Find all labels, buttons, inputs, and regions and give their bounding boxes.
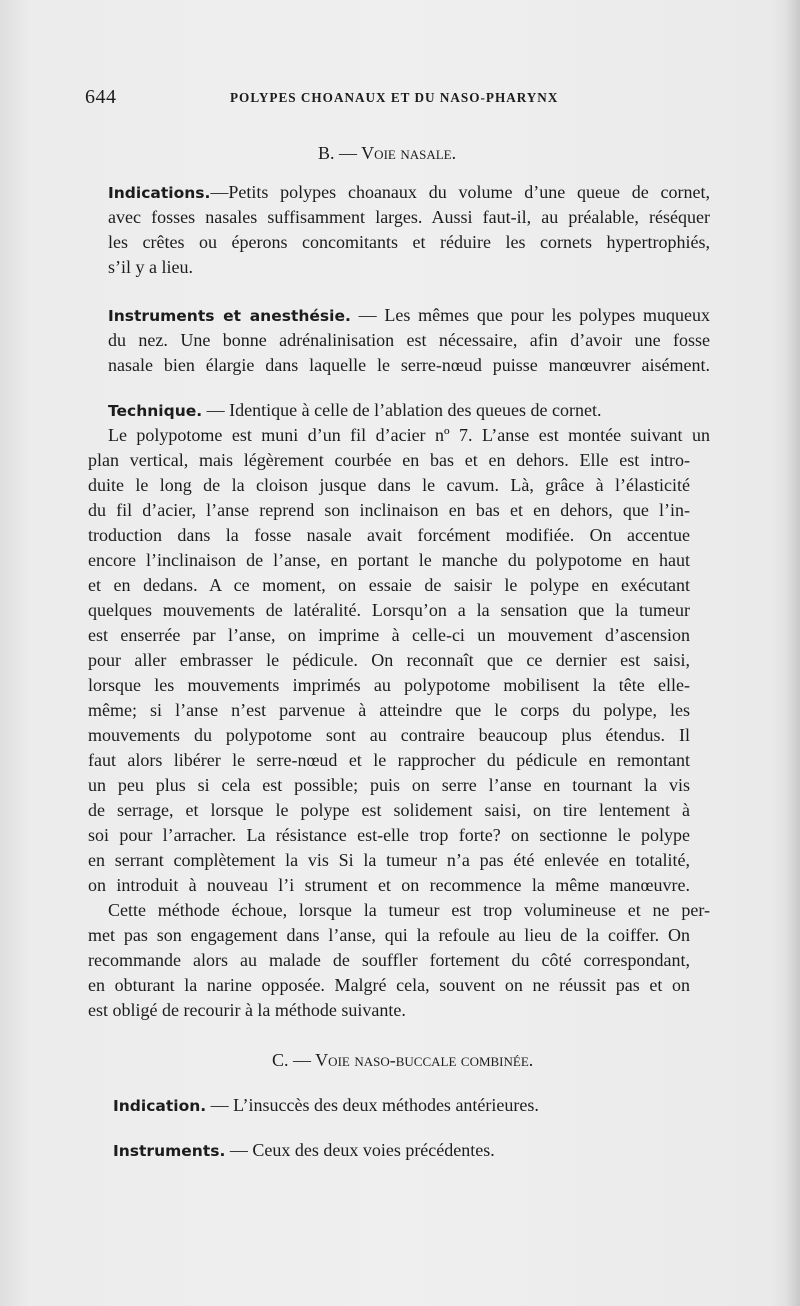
instruments-line-1: Instruments et anesthésie. — Les mêmes que pour les polypes muqueux (108, 305, 710, 325)
indications-line-2: avec fosses nasales suffisamment larges. Aussi faut-il, au préalable, réséquer (108, 207, 710, 227)
indication-label: Indication. (113, 1097, 207, 1115)
technique-line-25: est obligé de recourir à la méthode suivante. (88, 1000, 406, 1020)
technique-line-5: du fil d’acier, l’anse reprend son inclinaison en bas et en dehors, que l’in- (88, 500, 690, 520)
technique-line-10: est enserrée par l’anse, on imprime à celle-ci un mouvement d’ascension (88, 625, 690, 645)
page-gutter-shadow (786, 0, 800, 1306)
technique-line-24: en obturant la narine opposée. Malgré cela, souvent on ne réussit pas et on (88, 975, 690, 995)
indications-label: Indications. (108, 184, 211, 202)
technique-line-2: Le polypotome est muni d’un fil d’acier nº 7. L’anse est montée suivant un (108, 425, 710, 445)
section-title-c: C. — Voie naso-buccale combinée. (272, 1050, 534, 1070)
technique-line-18: soi pour l’arracher. La résistance est-elle trop forte? on sectionne le polype (88, 825, 690, 845)
technique-line-4: duite le long de la cloison jusque dans le cavum. Là, grâce à l’élasticité (88, 475, 690, 495)
instruments-c-line: Instruments. — Ceux des deux voies précédentes. (113, 1140, 495, 1160)
technique-line-13: même; si l’anse n’est parvenue à atteindre que le corps du polype, les (88, 700, 690, 720)
indication-line: Indication. — L’insuccès des deux méthodes antérieures. (113, 1095, 539, 1115)
technique-line-9: quelques mouvements de latéralité. Lorsqu’on a la sensation que la tumeur (88, 600, 690, 620)
section-title-b: B. — Voie nasale. (318, 143, 457, 163)
technique-line-20: on introduit à nouveau l’i strument et on recommence la même manœuvre. (88, 875, 690, 895)
indications-line-3: les crêtes ou éperons concomitants et réduire les cornets hypertrophiés, (108, 232, 710, 252)
instruments-line-2: du nez. Une bonne adrénalinisation est nécessaire, afin d’avoir une fosse (108, 330, 710, 350)
technique-line-22: met pas son engagement dans l’anse, qui la refoule au lieu de la coiffer. On (88, 925, 690, 945)
technique-label: Technique. (108, 402, 203, 420)
technique-line-21: Cette méthode échoue, lorsque la tumeur est trop volumineuse et ne per- (108, 900, 710, 920)
technique-line-8: et en dedans. A ce moment, on essaie de saisir le polype en exécutant (88, 575, 690, 595)
technique-line-19: en serrant complètement la vis Si la tumeur n’a pas été enlevée en totalité, (88, 850, 690, 870)
technique-line-6: troduction dans la fosse nasale avait forcément modifiée. On accentue (88, 525, 690, 545)
instruments-line-3: nasale bien élargie dans laquelle le serre-nœud puisse manœuvrer aisément. (108, 355, 710, 375)
technique-line-15: faut alors libérer le serre-nœud et le rapprocher du pédicule en remontant (88, 750, 690, 770)
technique-line-11: pour aller embrasser le pédicule. On reconnaît que ce dernier est saisi, (88, 650, 690, 670)
instruments-c-label: Instruments. (113, 1142, 226, 1160)
technique-line-3: plan vertical, mais légèrement courbée en bas et en dehors. Elle est intro- (88, 450, 690, 470)
technique-line-12: lorsque les mouvements imprimés au polypotome mobilisent la tête elle- (88, 675, 690, 695)
technique-line-16: un peu plus si cela est possible; puis on serre l’anse en tournant la vis (88, 775, 690, 795)
instruments-label: Instruments et anesthésie. (108, 307, 351, 325)
running-title: POLYPES CHOANAUX ET DU NASO-PHARYNX (230, 90, 559, 105)
technique-line-1: Technique. — Identique à celle de l’ablation des queues de cornet. (108, 400, 602, 420)
technique-line-23: recommande alors au malade de souffler fortement du côté correspondant, (88, 950, 690, 970)
technique-line-14: mouvements du polypotome sont au contraire beaucoup plus étendus. Il (88, 725, 690, 745)
indications-line-1: Indications.—Petits polypes choanaux du volume d’une queue de cornet, (108, 182, 710, 202)
technique-line-17: de serrage, et lorsque le polype est solidement saisi, on tire lentement à (88, 800, 690, 820)
page-number: 644 (85, 86, 117, 108)
technique-line-7: encore l’inclinaison de l’anse, en portant le manche du polypotome en haut (88, 550, 690, 570)
indications-line-4: s’il y a lieu. (108, 257, 193, 277)
